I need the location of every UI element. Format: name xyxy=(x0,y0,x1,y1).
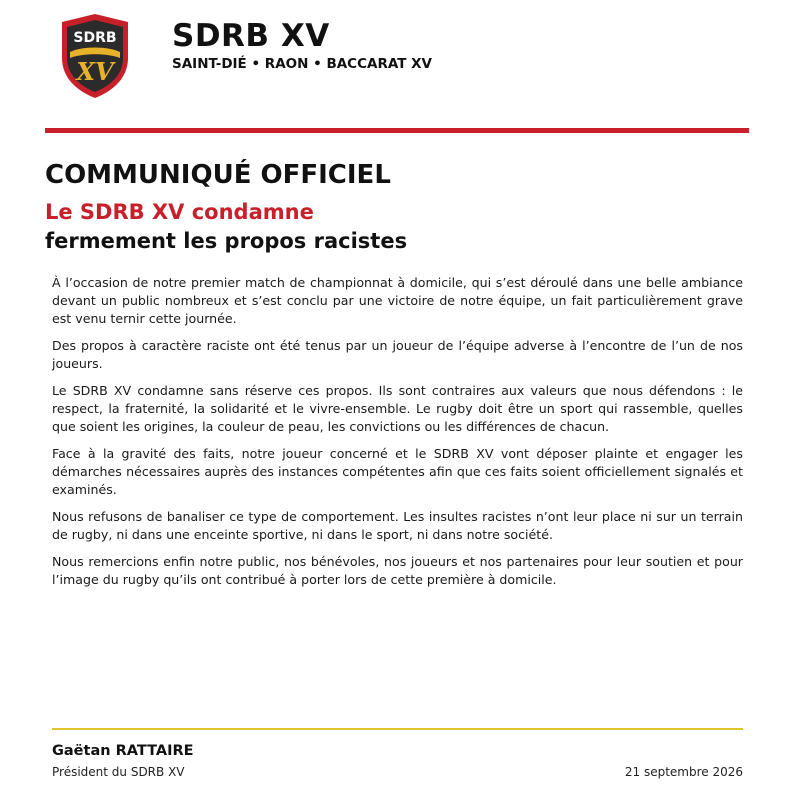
club-name: SDRB XV xyxy=(172,18,330,54)
shield-logo-icon xyxy=(58,12,132,100)
paragraph: Le SDRB XV condamne sans réserve ces propos. Ils sont contraires aux valeurs que nous défendons : le respect, la fraternité, la solidarité et le vivre-ensemble. Le rugby doit être un sport qui rassemble, quelles que soient les origines, la couleur de peau, les convictions ou les différences de chacun. xyxy=(52,383,743,434)
signature-name: Gaëtan RATTAIRE xyxy=(52,743,194,759)
signature-role: Président du SDRB XV xyxy=(52,765,185,779)
paragraph: Nous refusons de banaliser ce type de comportement. Les insultes racistes n’ont leur place ni sur un terrain de rugby, ni dans une enceinte sportive, ni dans le sport, ni dans notre société. xyxy=(52,509,743,542)
footer-divider xyxy=(52,728,743,730)
header-divider xyxy=(45,128,749,133)
paragraph: Des propos à caractère raciste ont été tenus par un joueur de l’équipe adverse à l’encontre de l’un de nos joueurs. xyxy=(52,338,743,371)
document-date: 21 septembre 2026 xyxy=(624,765,743,779)
document-body xyxy=(52,274,743,598)
logo-text-main: XV xyxy=(76,57,114,86)
paragraph: Face à la gravité des faits, notre joueur concerné et le SDRB XV vont déposer plainte et engager les démarches nécessaires auprès des instances compétentes afin que ces faits soient officiellement signalés et examinés. xyxy=(52,446,743,497)
club-logo xyxy=(58,12,132,100)
club-subtitle: SAINT-DIÉ • RAON • BACCARAT XV xyxy=(172,56,433,72)
document-title: COMMUNIQUÉ OFFICIEL xyxy=(45,160,391,190)
logo-text-top: SDRB xyxy=(73,30,117,46)
headline-black: fermement les propos racistes xyxy=(45,229,408,253)
paragraph: À l’occasion de notre premier match de championnat à domicile, qui s’est déroulé dans une belle ambiance devant un public nombreux et s’est conclu par une victoire de notre équipe, un fait particulièrement grave est venu ternir cette journée. xyxy=(52,275,743,326)
paragraph: Nous remercions enfin notre public, nos bénévoles, nos joueurs et nos partenaires pour leur soutien et pour l’image du rugby qu’ils ont contribué à porter lors de cette première à domicile. xyxy=(52,554,743,587)
headline-red: Le SDRB XV condamne xyxy=(45,200,314,224)
